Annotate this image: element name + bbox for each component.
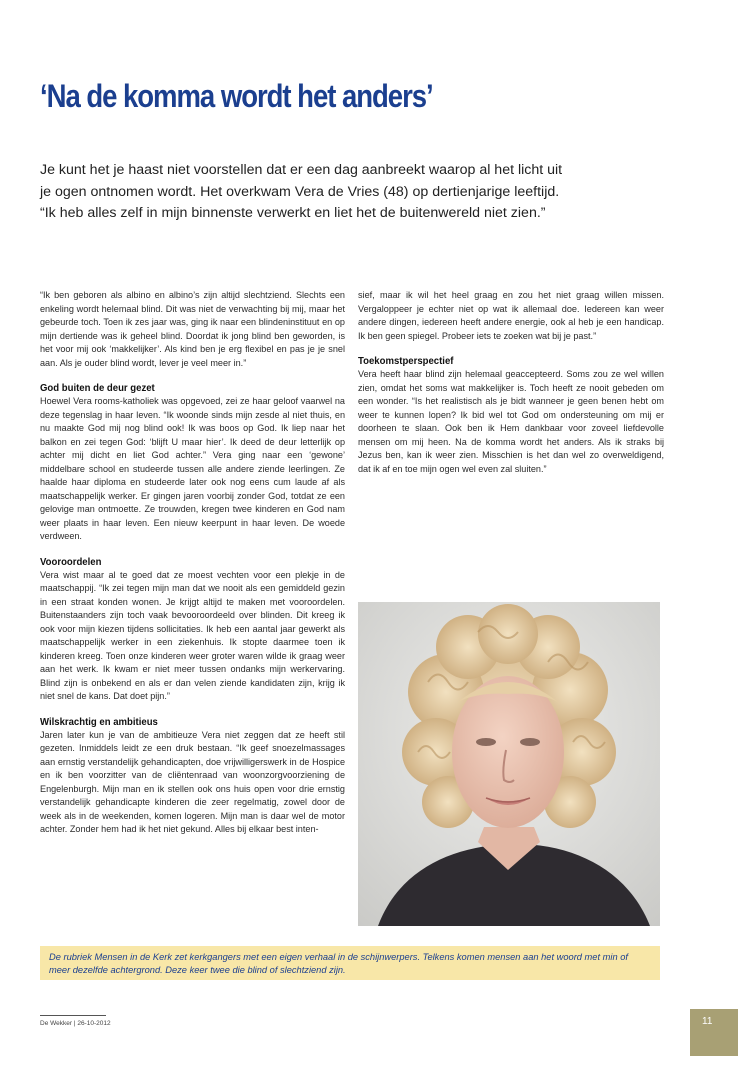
subheading-god-buiten-de-deur: God buiten de deur gezet [40,383,155,394]
paragraph: Vera heeft haar blind zijn helemaal geaccepteerd. Soms zou ze wel willen zien, omdat het soms wat makkelijker is. Toch heeft ze nooit gebeden om een wonder. “Is het realistisch als je bidt wanneer je geen benen hebt om weer te kunnen lopen? Ik bid wel tot God om ondersteuning om mij er doorheen te slaan. Ook ben ik Hem dankbaar voor zoveel liefdevolle mensen om mij heen. Na de komma wordt het anders. Als ik straks bij Jezus ben, kan ik weer zien. Misschien is het dan wel zo overweldigend, dat ik af en toe mijn ogen wel even zal sluiten.” [358,369,664,474]
paragraph: Jaren later kun je van de ambitieuze Vera niet zeggen dat ze heeft stil gezeten. Inmiddels leidt ze een druk bestaan. “Ik geef snoezelmassages aan ernstig verstandelijk gehandicapten, doe vrijwilligerswerk in de Hospice en ik ben voorzitter van de cliëntenraad van woonzorgvoorziening de Engelenburgh. Mijn man en ik stellen ook ons huis open voor drie ernstig verstandelijk gehandicapte kinderen die zeer regelmatig, zowel door de week als in de weekenden, komen logeren. Mijn man is daar wel de motor achter. Zonder hem had ik het niet gekund. Alles bij elkaar best inten- [40,729,345,834]
rubric-caption: De rubriek Mensen in de Kerk zet kerkgangers met een eigen verhaal in de schijnwerpers. Telkens komen mensen aan het woord met min of meer dezelfde achtergrond. Deze keer twee die blind of slechtziend zijn. [40,946,660,980]
subheading-toekomstperspectief: Toekomstperspectief [358,356,454,367]
article-intro [40,160,690,225]
paragraph: Vera wist maar al te goed dat ze moest vechten voor een plekje in de maatschappij. “Ik zei tegen mijn man dat we nooit als een gemiddeld gezin in een straat konden wonen. Je krijgt altijd te maken met vooroordelen. Buitenstaanders zijn toch vaak bevooroordeeld over blinden. Dit kreeg ik ook voor mijn kiezen tijdens sollicitaties. Ik heb een aantal jaar gewerkt als maatschappelijk werker in een ziekenhuis. Ik stopte daarmee toen ik kinderen kreeg. Toen onze kinderen weer groter waren wilde ik graag weer aan het werk. Ik kwam er niet meer tussen ondanks mijn werkervaring. Blind zijn is onbekend en als er dan velen ziende kandidaten zijn, krijg ik niet snel de kans. Dat doet pijn.” [40,569,345,701]
subheading-wilskrachtig: Wilskrachtig en ambitieus [40,716,158,728]
article-title: ‘Na de komma wordt het anders’ [40,78,433,114]
intro-line: Je kunt het je haast niet voorstellen dat er een dag aanbreekt waarop al het licht uit [40,162,563,178]
intro-line: “Ik heb alles zelf in mijn binnenste verwerkt en liet het de buitenwereld niet zien.” [40,205,546,221]
page-number-tab: 11 [690,1009,738,1056]
footer-source: De Wekker | 26-10-2012 [40,1020,111,1027]
subheading-vooroordelen: Vooroordelen [40,556,102,568]
footer-divider [40,1015,106,1016]
portrait-illustration [358,602,660,926]
portrait-photo [358,602,660,926]
paragraph: Hoewel Vera rooms-katholiek was opgevoed, zei ze haar geloof vaarwel na deze tegenslag in haar leven. “Ik woonde sinds mijn zesde al niet thuis, en nu maakte God mij nog blind ook! Ik was boos op God. Ik liep naar het balkon en zei tegen God: ‘blijft U maar hier’. Ik deed de deur letterlijk op achter mij dicht en liet God achter.” Vera ging naar een ‘gewone’ middelbare school en studeerde tussen alle andere ziende leerlingen. Ze haalde haar diploma en studeerde later ook nog eens cum laude af als maatschappelijk werker. Er gingen jaren voorbij zonder God, totdat ze een gelovige man ontmoette. Ze trouwden, kregen twee kinderen en God nam weer plaats in haar leven. Een nieuw keerpunt in haar leven. De woede verdween. [40,396,345,541]
article-column-right [358,289,664,476]
paragraph: “Ik ben geboren als albino en albino’s zijn altijd slechtziend. Slechts een enkeling wordt helemaal blind. Dit was niet de verwachting bij mij, maar het gebeurde toch. Toen ik zes jaar was, ging ik naar een blindeninstituut en op mijn dertiende was ik geheel blind. Doordat ik jong blind ben geworden, is het voor mij ook ‘makkelijker’. Als kind ben je erg flexibel en pas je je snel aan. Als je ouder blind wordt, lever je veel meer in.” [40,290,345,368]
article-column-left [40,289,345,837]
paragraph: sief, maar ik wil het heel graag en zou het niet graag willen missen. Vergaloppeer je echter niet op wat ik allemaal doe. Iedereen kan weer andere dingen, iedereen heeft andere energie, ook al heb je een handicap. Ik ben geen spiegel. Probeer iets te zoeken wat bij je past.” [358,290,664,341]
intro-line: je ogen ontnomen wordt. Het overkwam Vera de Vries (48) op dertienjarige leeftijd. [40,183,560,200]
